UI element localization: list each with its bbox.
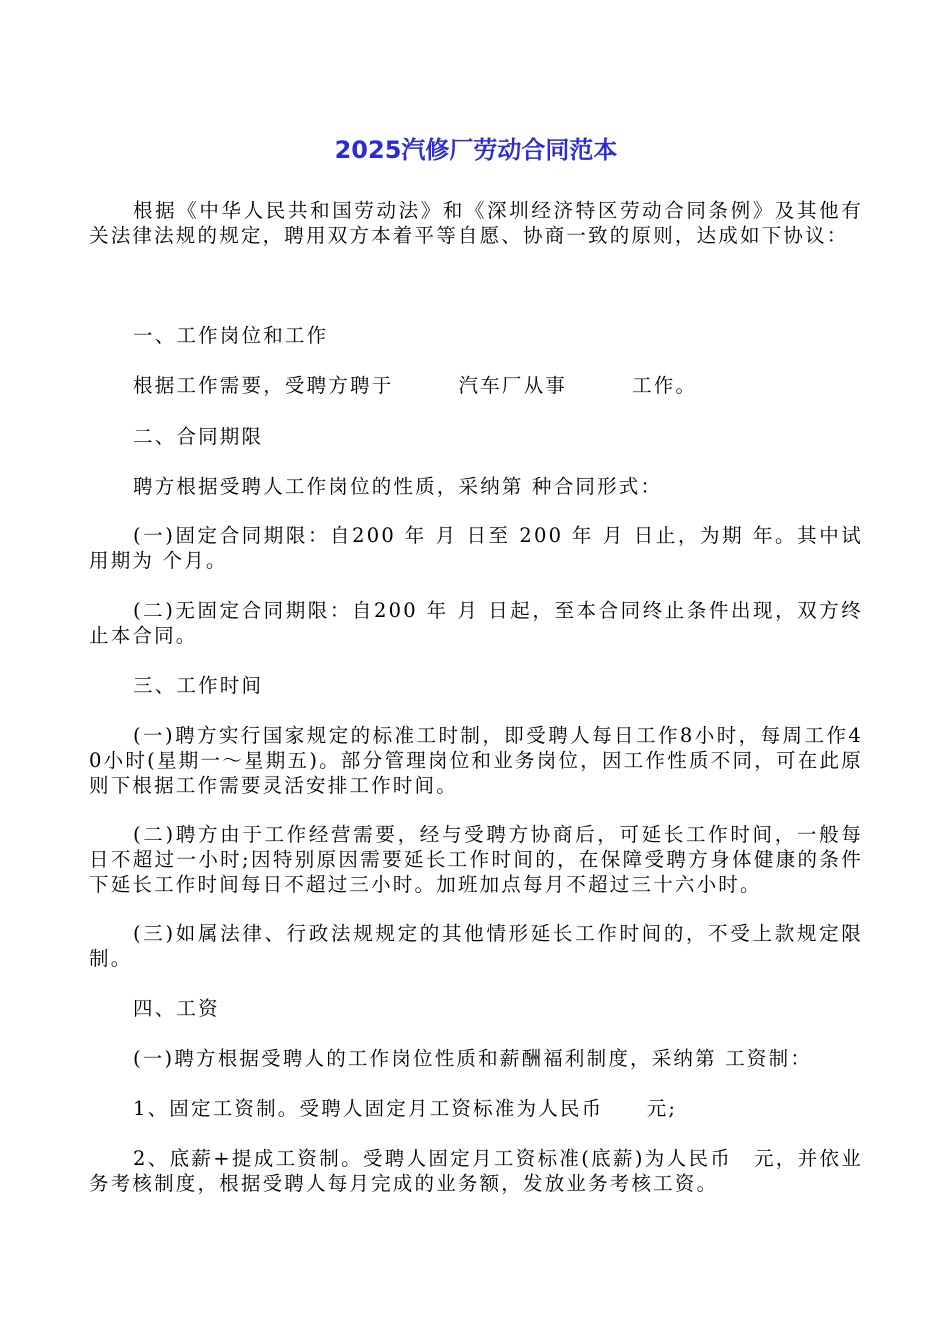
fixed-term-paragraph: (一)固定合同期限：自200 年 月 日至 200 年 月 日止，为期 年。其中试用期为 个月。 <box>89 524 863 572</box>
section-heading-job-position: 一、工作岗位和工作 <box>133 324 329 347</box>
preamble-paragraph: 根据《中华人民共和国劳动法》和《深圳经济特区劳动合同条例》及其他有关法律法规的规定，聘用双方本着平等自愿、协商一致的原则，达成如下协议： <box>89 199 863 247</box>
section-heading-working-hours: 三、工作时间 <box>133 674 264 697</box>
section-heading-contract-term: 二、合同期限 <box>133 425 264 448</box>
base-commission-paragraph: 2、底薪+提成工资制。受聘人固定月工资标准(底薪)为人民币 元，并依业务考核制度，根据受聘人每月完成的业务额，发放业务考核工资。 <box>89 1147 863 1195</box>
contract-form-paragraph: 聘方根据受聘人工作岗位的性质，采纳第 种合同形式： <box>133 475 663 498</box>
document-title: 2025汽修厂劳动合同范本 <box>334 136 618 164</box>
overtime-paragraph: (二)聘方由于工作经营需要，经与受聘方协商后，可延长工作时间，一般每日不超过一小时;因特别原因需要延长工作时间的，在保障受聘方身体健康的条件下延长工作时间每日不超过三小时。加班加点每月不超过三十六小时。 <box>89 823 863 896</box>
legal-exception-paragraph: (三)如属法律、行政法规规定的其他情形延长工作时间的，不受上款规定限制。 <box>89 922 863 970</box>
job-assignment-paragraph: 根据工作需要，受聘方聘于 汽车厂从事 工作。 <box>133 374 698 397</box>
wage-system-paragraph: (一)聘方根据受聘人的工作岗位性质和薪酬福利制度，采纳第 工资制： <box>133 1047 813 1070</box>
fixed-wage-paragraph: 1、固定工资制。受聘人固定月工资标准为人民币 元; <box>133 1097 678 1120</box>
section-heading-wages: 四、工资 <box>133 997 220 1020</box>
standard-hours-paragraph: (一)聘方实行国家规定的标准工时制，即受聘人每日工作8小时，每周工作40小时(星期一～星期五)。部分管理岗位和业务岗位，因工作性质不同，可在此原则下根据工作需要灵活安排工作时间。 <box>89 724 863 797</box>
open-term-paragraph: (二)无固定合同期限：自200 年 月 日起，至本合同终止条件出现，双方终止本合同。 <box>89 599 863 647</box>
